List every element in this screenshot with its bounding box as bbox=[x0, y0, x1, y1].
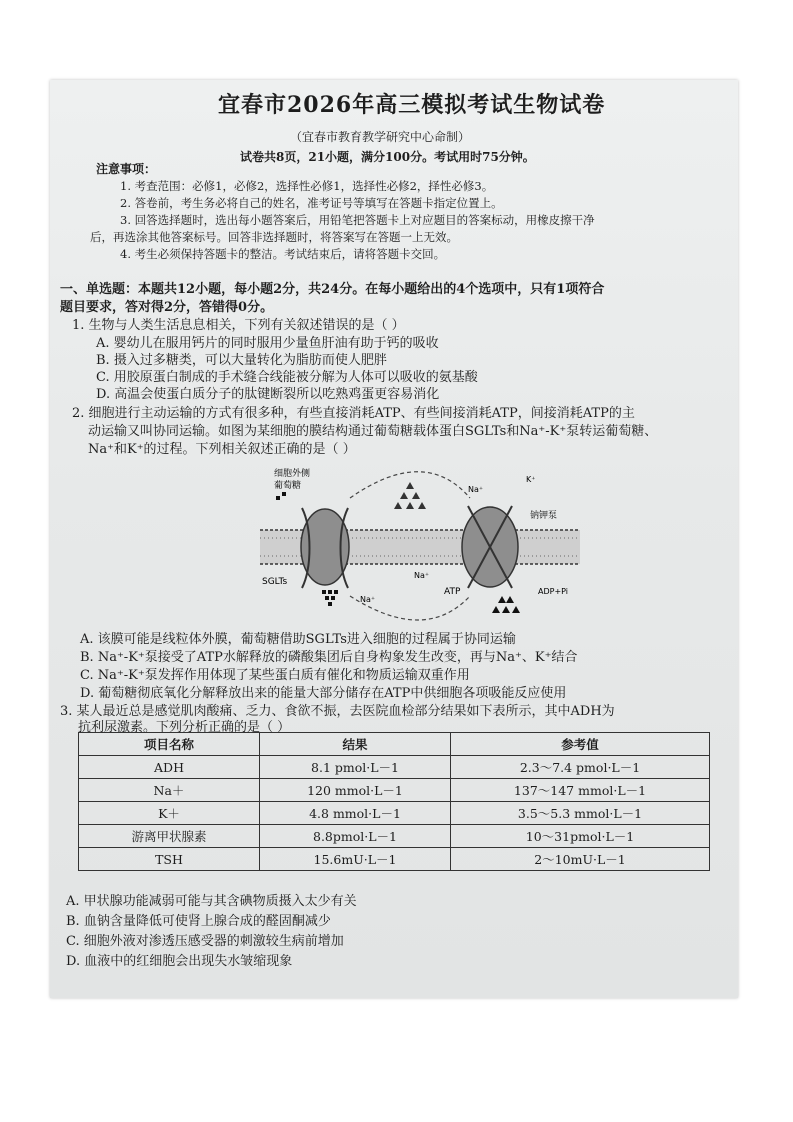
table-cell: Na＋ bbox=[79, 779, 260, 802]
question-1-stem: 1. 生物与人类生活息息相关，下列有关叙述错误的是（ ） bbox=[72, 318, 405, 333]
question-2-stem: 2. 细胞进行主动运输的方式有很多种，有些直接消耗ATP、有些间接消耗ATP，间接消耗ATP的主 bbox=[72, 406, 635, 421]
table-row bbox=[79, 848, 710, 871]
q2-option-c: C. Na⁺-K⁺泵发挥作用体现了某些蛋白质有催化和物质运输双重作用 bbox=[80, 668, 470, 683]
table-cell: K＋ bbox=[79, 802, 260, 825]
na-triangles-outside bbox=[394, 482, 426, 509]
question-2-stem-line: 动运输又叫协同运输。如图为某细胞的膜结构通过葡萄糖载体蛋白SGLTs和Na⁺-K⁺泵转运葡萄糖、 bbox=[88, 424, 658, 439]
q1-option-d: D. 高温会使蛋白质分子的肽键断裂所以吃熟鸡蛋更容易消化 bbox=[96, 387, 440, 402]
table-cell: ADH bbox=[79, 756, 260, 779]
label-glucose: 葡萄糖 bbox=[274, 481, 302, 491]
label-outside: 细胞外侧 bbox=[274, 469, 311, 479]
label-na-mid: Na⁺ bbox=[414, 571, 430, 580]
notice-item: 后，再选涂其他答案标号。回答非选择题时，将答案写在答题一上无效。 bbox=[90, 230, 458, 244]
table-cell: 游离甲状腺素 bbox=[79, 825, 260, 848]
table-row bbox=[79, 825, 710, 848]
page-title: 宜春市2026年高三模拟考试生物试卷 bbox=[218, 92, 606, 118]
q3-option-a: A. 甲状腺功能减弱可能与其含碘物质摄入太少有关 bbox=[66, 894, 357, 909]
label-na-top: Na⁺ bbox=[468, 485, 484, 494]
q2-option-b: B. Na⁺-K⁺泵接受了ATP水解释放的磷酸集团后自身构象发生改变，再与Na⁺、K⁺结合 bbox=[80, 650, 578, 665]
exam-paper bbox=[50, 80, 738, 998]
q3-option-b: B. 血钠含量降低可使肾上腺合成的醛固酮减少 bbox=[66, 914, 331, 929]
table-cell: TSH bbox=[79, 848, 260, 871]
table-cell: 4.8 mmol·L－1 bbox=[260, 802, 451, 825]
label-adp: ADP+Pi bbox=[538, 587, 569, 596]
page-subtitle: （宜春市教育教学研究中心命制） bbox=[290, 130, 471, 144]
q2-option-a: A. 该膜可能是线粒体外膜，葡萄糖借助SGLTs进入细胞的过程属于协同运输 bbox=[80, 632, 516, 647]
table-cell: 15.6mU·L－1 bbox=[260, 848, 451, 871]
label-sglts: SGLTs bbox=[262, 577, 288, 587]
q1-option-c: C. 用胶原蛋白制成的手术缝合线能被分解为人体可以吸收的氨基酸 bbox=[96, 370, 478, 385]
table-cell: 2.3～7.4 pmol·L－1 bbox=[451, 756, 710, 779]
blood-test-table bbox=[78, 732, 710, 871]
q3-option-d: D. 血液中的红细胞会出现失水皱缩现象 bbox=[66, 954, 293, 969]
membrane-transport-figure bbox=[240, 468, 600, 628]
table-cell: 8.8pmol·L－1 bbox=[260, 825, 451, 848]
column-header: 结果 bbox=[260, 733, 451, 756]
label-na-bottom: Na⁺ bbox=[360, 595, 376, 604]
label-pump: 钠钾泵 bbox=[530, 511, 558, 521]
notice-item: 2. 答卷前，考生务必将自己的姓名，准考证号等填写在答题卡指定位置上。 bbox=[120, 196, 503, 210]
k-triangles-inside bbox=[492, 596, 520, 613]
q2-option-d: D. 葡萄糖彻底氧化分解释放出来的能量大部分储存在ATP中供细胞各项吸能反应使用 bbox=[80, 686, 567, 701]
table-cell: 10～31pmol·L－1 bbox=[451, 825, 710, 848]
exam-info: 试卷共8页，21小题，满分100分。考试用时75分钟。 bbox=[240, 150, 535, 164]
q3-option-c: C. 细胞外液对渗透压感受器的刺激较生病前增加 bbox=[66, 934, 344, 949]
notice-item: 4. 考生必须保持答题卡的整洁。考试结束后，请将答题卡交回。 bbox=[120, 247, 446, 261]
label-atp: ATP bbox=[444, 587, 461, 597]
question-3-stem-line: 抗利尿激素。下列分析正确的是（ ） bbox=[78, 720, 291, 735]
q1-option-b: B. 摄入过多糖类，可以大量转化为脂肪而使人肥胖 bbox=[96, 353, 387, 368]
table-row bbox=[79, 756, 710, 779]
table-row bbox=[79, 779, 710, 802]
question-2-stem-line: Na⁺和K⁺的过程。下列相关叙述正确的是（ ） bbox=[88, 442, 356, 457]
table-cell: 120 mmol·L－1 bbox=[260, 779, 451, 802]
notice-item: 1. 考查范围：必修1，必修2，选择性必修1，选择性必修2，择性必修3。 bbox=[120, 179, 494, 193]
column-header: 参考值 bbox=[451, 733, 710, 756]
q1-option-a: A. 婴幼儿在服用钙片的同时服用少量鱼肝油有助于钙的吸收 bbox=[96, 336, 439, 351]
table-cell: 137～147 mmol·L－1 bbox=[451, 779, 710, 802]
table-row bbox=[79, 802, 710, 825]
table-cell: 3.5～5.3 mmol·L－1 bbox=[451, 802, 710, 825]
na-k-pump bbox=[462, 506, 518, 588]
notice-heading: 注意事项： bbox=[96, 162, 157, 176]
table-cell: 2～10mU·L－1 bbox=[451, 848, 710, 871]
section-heading: 一、单选题：本题共12小题，每小题2分，共24分。在每小题给出的4个选项中，只有1项符合 bbox=[60, 282, 605, 297]
section-heading-cont: 题目要求，答对得2分，答错得0分。 bbox=[60, 300, 274, 315]
column-header: 项目名称 bbox=[79, 733, 260, 756]
question-3-stem: 3. 某人最近总是感觉肌肉酸痛、乏力、食欲不振，去医院血检部分结果如下表所示，其中ADH为 bbox=[60, 704, 615, 719]
sglts-carrier bbox=[301, 508, 349, 588]
table-header-row bbox=[79, 733, 710, 756]
notice-item: 3. 回答选择题时，选出每小题答案后，用铅笔把答题卡上对应题目的答案标动，用橡皮擦干净 bbox=[120, 213, 595, 227]
label-k-top: K⁺ bbox=[526, 475, 536, 484]
table-cell: 8.1 pmol·L－1 bbox=[260, 756, 451, 779]
